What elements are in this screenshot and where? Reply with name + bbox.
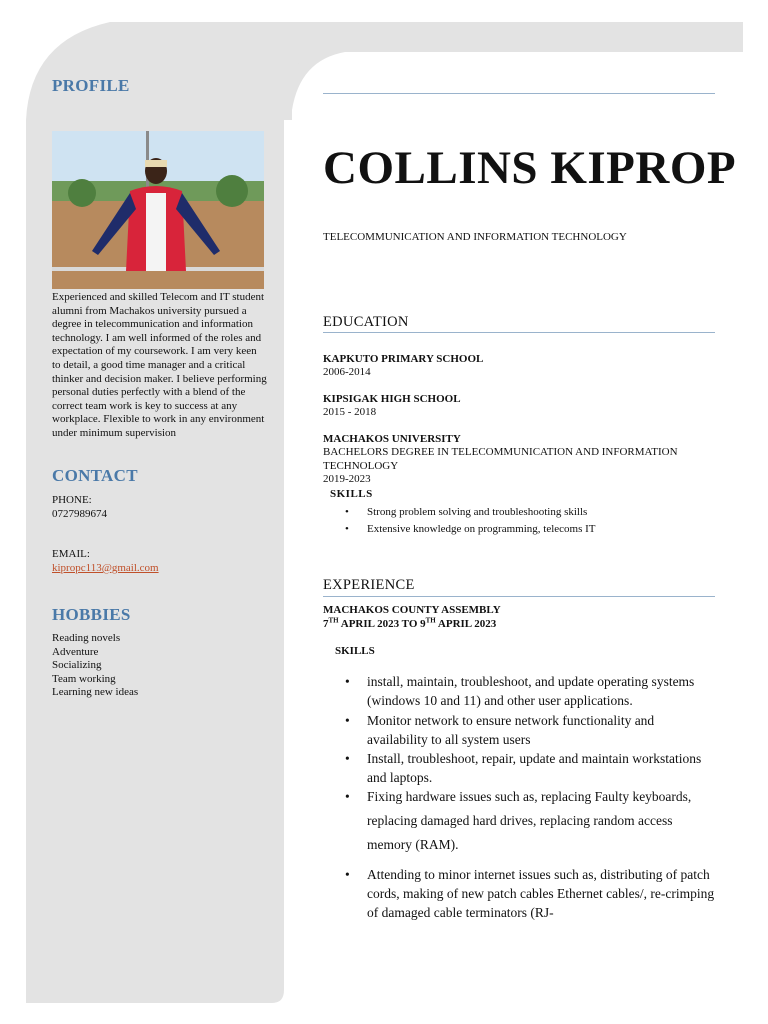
duty-item: • Install, troubleshoot, repair, update and maintain workstations and laptops. [345, 749, 717, 788]
candidate-name: COLLINS KIPROP [323, 142, 737, 194]
school-name: MACHAKOS UNIVERSITY [323, 433, 461, 445]
degree-name: BACHELORS DEGREE IN TELECOMMUNICATION AND INFORMATION TECHNOLOGY [323, 446, 678, 472]
education-skills-heading: SKILLS [330, 488, 373, 500]
profile-heading: PROFILE [52, 76, 130, 95]
contact-heading: CONTACT [52, 466, 138, 485]
duty-item: • install, maintain, troubleshoot, and update operating systems (windows 10 and 11) and other user applications. [345, 672, 717, 711]
duty-item: • Fixing hardware issues such as, replacing Faulty keyboards, replacing damaged hard drives, replacing random access memory (RAM). [345, 785, 717, 857]
profile-photo [52, 131, 264, 289]
hobby-item: Adventure [52, 645, 99, 658]
candidate-title: TELECOMMUNICATION AND INFORMATION TECHNOLOGY [323, 231, 627, 243]
date-ordinal: TH [328, 616, 339, 625]
date-part: 7 [323, 618, 329, 630]
hobby-item: Learning new ideas [52, 686, 139, 699]
school-name: KIPSIGAK HIGH SCHOOL [323, 393, 461, 405]
experience-skills-heading: SKILLS [335, 645, 375, 657]
experience-dates [323, 618, 496, 630]
email-link[interactable]: kipropc113@gmail.com [52, 562, 159, 574]
school-name: KAPKUTO PRIMARY SCHOOL [323, 353, 484, 365]
experience-heading: EXPERIENCE [323, 577, 415, 593]
date-part: APRIL 2023 [435, 618, 497, 630]
email-label: EMAIL: [52, 548, 90, 560]
hobby-item: Team working [52, 672, 116, 685]
hobby-item: Reading novels [52, 632, 121, 644]
duty-item: • Monitor network to ensure network functionality and availability to all system users [345, 711, 717, 750]
school-years: 2006-2014 [323, 366, 371, 379]
profile-summary: Experienced and skilled Telecom and IT student alumni from Machakos university pursued a degree in telecommunication and information technology. I am well informed of the roles and expectation of my coursework. I am very keen to detail, a good time manager and a critical thinker and decision maker. I believe performing personal duties perfectly with a blend of the correct team work is key to success at any workplace. Flexible to work in any environment under minimum supervision [52, 291, 267, 439]
education-divider [323, 332, 715, 333]
education-skills-list [345, 504, 715, 537]
hobbies-list [52, 632, 138, 700]
school-years: 2019-2023 [323, 473, 371, 486]
hobby-item: Socializing [52, 659, 102, 672]
skill-item: • Extensive knowledge on programming, telecoms IT [345, 521, 715, 538]
skill-item: • Strong problem solving and troubleshooting skills [345, 504, 715, 521]
education-heading: EDUCATION [323, 314, 409, 330]
experience-organization: MACHAKOS COUNTY ASSEMBLY [323, 604, 501, 616]
header-divider [323, 93, 715, 94]
experience-duties-list [345, 672, 717, 923]
education-entry [323, 353, 483, 380]
education-entry [323, 393, 461, 420]
experience-divider [323, 596, 715, 597]
phone-label: PHONE: [52, 494, 92, 506]
phone-value: 0727989674 [52, 508, 107, 520]
duty-item: • Attending to minor internet issues such as, distributing of patch cords, making of new patch cables Ethernet cables/, re-crimping of damaged cable terminators (RJ- [345, 865, 717, 923]
date-part: APRIL 2023 TO 9 [338, 618, 426, 630]
education-entry [323, 433, 713, 487]
hobbies-heading: HOBBIES [52, 605, 131, 624]
school-years: 2015 - 2018 [323, 406, 377, 419]
date-ordinal: TH [425, 616, 436, 625]
